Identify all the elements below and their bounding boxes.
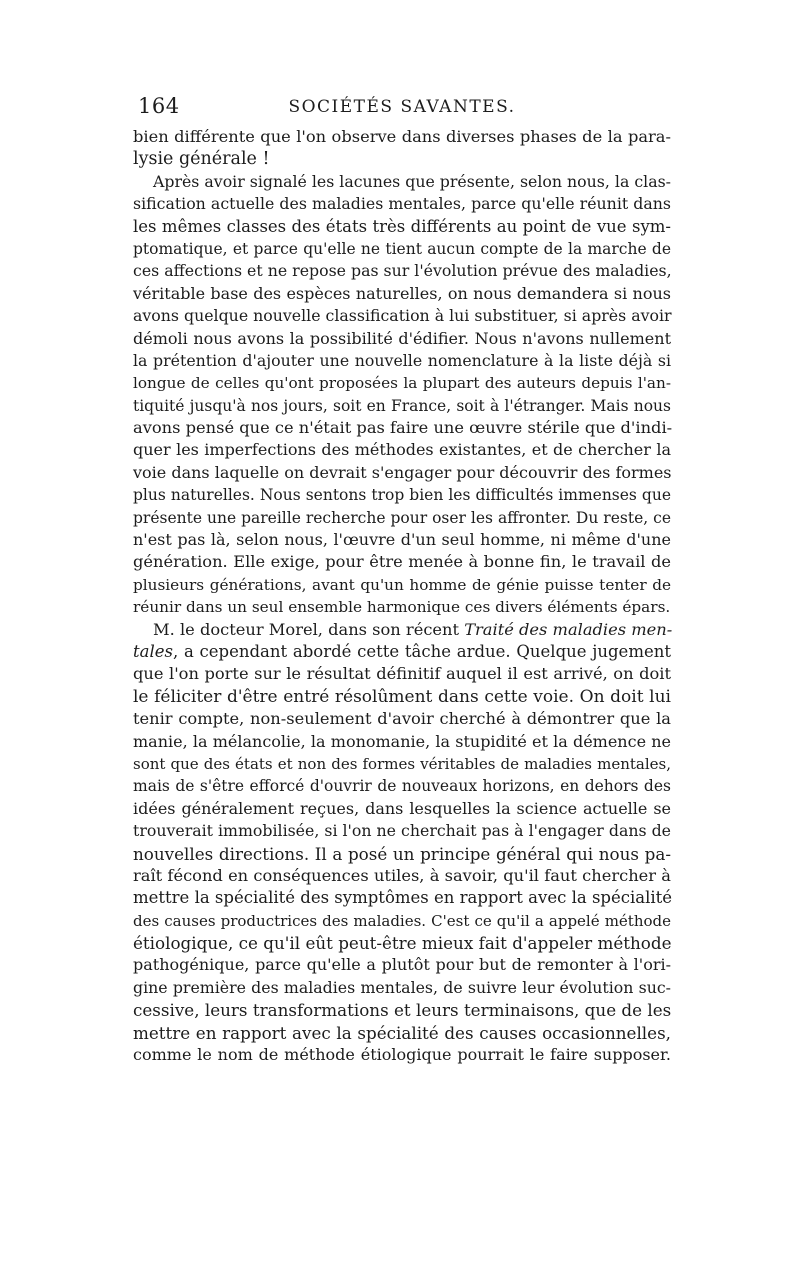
text-line: mettre la spécialité des symptômes en rapport avec la spécialité — [133, 888, 673, 908]
page-header — [132, 94, 672, 124]
text-line: plus naturelles. Nous sentons trop bien les difficultés immenses que — [133, 486, 671, 505]
text-line: sont que des états et non des formes véritables de maladies mentales, — [133, 754, 671, 773]
text-line: que l'on porte sur le résultat définitif auquel il est arrivé, on doit — [133, 664, 671, 684]
text-line: longue de celles qu'ont proposées la plupart des auteurs depuis l'an- — [133, 374, 671, 393]
running-head: SOCIÉTÉS SAVANTES. — [288, 97, 516, 117]
text-line: présente une pareille recherche pour oser les affronter. Du reste, ce — [133, 508, 671, 527]
text-line: cessive, leurs transformations et leurs terminaisons, que de les — [133, 1000, 672, 1021]
text-line: la prétention d'ajouter une nouvelle nomenclature à la liste déjà si — [133, 350, 671, 370]
text-line: voie dans laquelle on devrait s'engager pour découvrir des formes — [133, 462, 672, 482]
page-number: 164 — [138, 94, 180, 118]
text-line: avons pensé que ce n'était pas faire une œuvre stérile que d'indi- — [133, 418, 673, 438]
text-line: tiquité jusqu'à nos jours, soit en France, soit à l'étranger. Mais nous — [133, 396, 671, 415]
text-line: sification actuelle des maladies mentales, parce qu'elle réunit dans — [133, 194, 671, 214]
text-line: manie, la mélancolie, la monomanie, la stupidité et la démence ne — [133, 731, 671, 751]
text-line: trouverait immobilisée, si l'on ne cherchait pas à l'engager dans de — [133, 821, 671, 841]
text-line: réunir dans un seul ensemble harmonique ces divers éléments épars. — [133, 598, 671, 617]
text-line: M. le docteur Morel, dans son récent Traité des maladies men- — [153, 619, 673, 639]
text-line: ptomatique, et parce qu'elle ne tient aucun compte de la marche de — [133, 239, 671, 258]
text-line: bien différente que l'on observe dans diverses phases de la para- — [133, 127, 671, 146]
body-text — [133, 126, 671, 1066]
text-line: nouvelles directions. Il a posé un principe général qui nous pa- — [133, 843, 671, 864]
text-line: le féliciter d'être entré résolûment dans cette voie. On doit lui — [133, 686, 671, 707]
text-line: étiologique, ce qu'il eût peut-être mieux fait d'appeler méthode — [133, 933, 672, 954]
text-line: lysie générale ! — [133, 149, 270, 170]
text-line: plusieurs générations, avant qu'un homme de génie puisse tenter de — [133, 575, 671, 594]
text-line: tenir compte, non-seulement d'avoir cherché à démontrer que la — [133, 709, 671, 729]
text-line: mettre en rapport avec la spécialité des causes occasionnelles, — [133, 1022, 671, 1043]
text-line: gine première des maladies mentales, de suivre leur évolution suc- — [133, 977, 671, 997]
text-line: Après avoir signalé les lacunes que présente, selon nous, la clas- — [153, 171, 671, 191]
text-line: génération. Elle exige, pour être menée à bonne fin, le travail de — [133, 552, 671, 572]
text-line: pathogénique, parce qu'elle a plutôt pour but de remonter à l'ori- — [133, 955, 671, 975]
text-line: ces affections et ne repose pas sur l'évolution prévue des maladies, — [133, 261, 672, 281]
text-line: les mêmes classes des états très différents au point de vue sym- — [133, 216, 671, 236]
text-line: idées généralement reçues, dans lesquelles la science actuelle se — [133, 798, 671, 818]
text-line: mais de s'être efforcé d'ouvrir de nouveaux horizons, en dehors des — [133, 777, 671, 796]
text-line: tales, a cependant abordé cette tâche ardue. Quelque jugement — [133, 641, 671, 661]
text-line: quer les imperfections des méthodes existantes, et de chercher la — [133, 440, 671, 460]
text-line: raît fécond en conséquences utiles, à savoir, qu'il faut chercher à — [133, 865, 671, 885]
text-line: des causes productrices des maladies. C'est ce qu'il a appelé méthode — [133, 911, 671, 930]
text-line: démoli nous avons la possibilité d'édifier. Nous n'avons nullement — [133, 328, 671, 348]
text-line: avons quelque nouvelle classification à lui substituer, si après avoir — [133, 306, 672, 326]
text-line: comme le nom de méthode étiologique pourrait le faire supposer. — [133, 1045, 671, 1065]
text-line: n'est pas là, selon nous, l'œuvre d'un seul homme, ni même d'une — [133, 530, 671, 550]
text-line: véritable base des espèces naturelles, on nous demandera si nous — [133, 283, 671, 303]
